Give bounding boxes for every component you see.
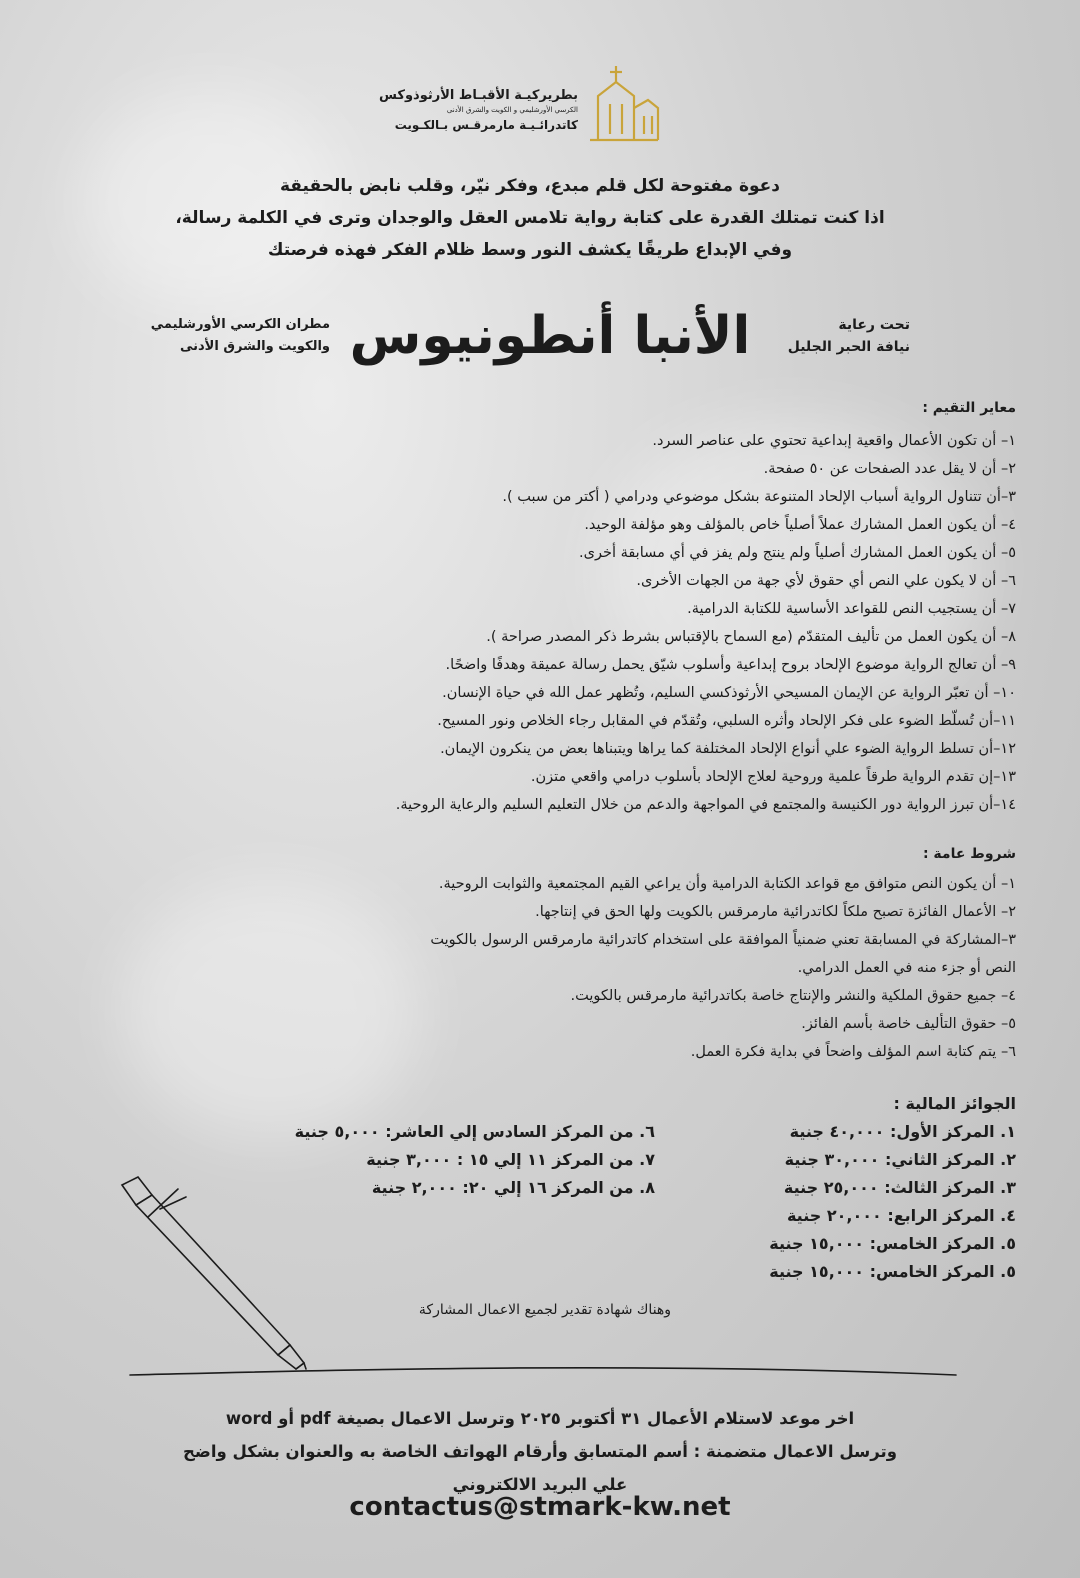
general-term-item: ٢– الأعمال الفائزة تصبح ملكاً لكاتدرائية مارمرقس بالكويت ولها الحق في إنتاجها. [535, 904, 1016, 920]
criteria-item: ٤– أن يكون العمل المشارك عملاً أصلياً خاص بالمؤلف وهو مؤلفة الوحيد. [584, 517, 1016, 533]
criteria-item: ٥– أن يكون العمل المشارك أصلياً ولم ينتج ولم يفز في أي مسابقة أخرى. [579, 545, 1016, 561]
intro-line: دعوة مفتوحة لكل قلم مبدع، وفكر نيّر، وقلب نابض بالحقيقة [279, 176, 781, 196]
prize-item: ٨. من المركز ١٦ إلي ٢٠: ٢,٠٠٠ جنية [371, 1178, 655, 1197]
prize-item: ٥. المركز الخامس: ١٥,٠٠٠ جنية [769, 1262, 1016, 1281]
patron-title-line: والكويت والشرق الأدنى [179, 339, 330, 354]
patronage-line: تحت رعاية [838, 317, 910, 333]
patronage-label [760, 314, 910, 358]
intro-text [150, 170, 910, 266]
org-name-line1: بطريركيـة الأقبـاط الأرثوذوكس [379, 88, 578, 103]
criteria-list [256, 427, 1016, 819]
intro-line: وفي الإبداع طريقًا يكشف النور وسط ظلام الفكر فهذه فرصتك [267, 240, 793, 260]
church-icon [588, 64, 660, 142]
intro-line: اذا كنت تمتلك القدرة على كتابة رواية تلامس العقل والوجدان وترى في الكلمة رسالة، [175, 208, 885, 228]
general-term-item: ٦– يتم كتابة اسم المؤلف واضحاً في بداية فكرة العمل. [690, 1044, 1016, 1060]
criteria-item: ٢– أن لا يقل عدد الصفحات عن ٥٠ صفحة. [763, 461, 1016, 477]
prize-item: ١. المركز الأول: ٤٠,٠٠٠ جنية [789, 1122, 1016, 1141]
submission-line: وترسل الاعمال متضمنة : أسم المتسابق وأرقام الهواتف الخاصة به والعنوان بشكل واضح [182, 1442, 897, 1461]
certificate-note: وهناك شهادة تقدير لجميع الاعمال المشاركة [418, 1302, 672, 1318]
criteria-item: ١– أن تكون الأعمال واقعية إبداعية تحتوي على عناصر السرد. [652, 433, 1016, 449]
prizes-title: الجوائز المالية : [893, 1094, 1016, 1113]
general-term-item: ٤– جميع حقوق الملكية والنشر والإنتاج خاصة بكاتدرائية مارمرقس بالكويت. [570, 988, 1016, 1004]
general-terms-list [256, 870, 1016, 1066]
criteria-item: ٦– أن لا يكون علي النص أي حقوق لأي جهة من الجهات الأخرى. [636, 573, 1016, 589]
prize-item: ٢. المركز الثاني: ٣٠,٠٠٠ جنية [784, 1150, 1016, 1169]
pen-illustration [100, 1175, 960, 1385]
criteria-item: ٣–أن تتناول الرواية أسباب الإلحاد المتنوعة بشكل موضوعي ودرامي ( أكتر من سبب ). [502, 489, 1016, 505]
prize-item: ٤. المركز الرابع: ٢٠,٠٠٠ جنية [786, 1206, 1016, 1225]
criteria-item: ٨– أن يكون العمل من تأليف المتقدّم (مع السماح بالإقتباس بشرط ذكر المصدر صراحة ). [486, 629, 1016, 645]
org-name-line3: كاتدرائـيـة مارمرقـس بـالكـويت [394, 118, 578, 132]
criteria-item: ٩– أن تعالج الرواية موضوع الإلحاد بروح إبداعية وأسلوب شيّق يحمل رسالة عميقة وهدفًا واضحًا. [445, 657, 1016, 673]
patron-title-line: مطران الكرسي الأورشليمي [150, 317, 330, 332]
email-label: علي البريد الالكتروني [452, 1475, 628, 1494]
criteria-item: ١٠– أن تعبّر الرواية عن الإيمان المسيحي الأرثوذكسي السليم، وتُظهر عمل الله في حياة الإنسان. [442, 685, 1016, 701]
deadline-line: اخر موعد لاستلام الأعمال ٣١ أكتوبر ٢٠٢٥ وترسل الاعمال بصيغة pdf أو word [225, 1409, 855, 1428]
prize-item: ٧. من المركز ١١ إلي ١٥ : ٣,٠٠٠ جنية [366, 1150, 655, 1169]
patronage-line: نيافة الحبر الجليل [787, 339, 910, 355]
general-term-item: ٥– حقوق التأليف خاصة بأسم الفائز. [801, 1016, 1016, 1032]
general-terms-title: شروط عامة : [922, 846, 1016, 862]
prize-item: ٣. المركز الثالث: ٢٥,٠٠٠ جنية [783, 1178, 1016, 1197]
general-term-item: ٣–المشاركة في المسابقة تعني ضمنياً الموافقة على استخدام كاتدرائية مارمرقس الرسول بالكويت [430, 932, 1016, 948]
contact-email-link[interactable]: contactus@stmark-kw.net [349, 1492, 731, 1522]
submission-info [110, 1402, 970, 1501]
prize-item: ٦. من المركز السادس إلي العاشر: ٥,٠٠٠ جنية [294, 1122, 655, 1141]
prize-item: ٥. المركز الخامس: ١٥,٠٠٠ جنية [769, 1234, 1016, 1253]
general-term-item: ١– أن يكون النص متوافق مع قواعد الكتابة الدرامية وأن يراعي القيم المجتمعية والثوابت الروحية. [438, 876, 1016, 892]
criteria-item: ٧– أن يستجيب النص للقواعد الأساسية للكتابة الدرامية. [687, 601, 1016, 617]
patron-name: الأنبا أنطونيوس [349, 306, 751, 366]
patron-title [130, 314, 330, 358]
org-name-line2: الكرسي الأورشليمي و الكويت والشرق الأدنى [446, 106, 578, 114]
cathedral-logo [379, 60, 660, 150]
criteria-item: ١١–أن تُسلّط الضوء على فكر الإلحاد وأثره السلبي، وتُقدّم في المقابل رجاء الخلاص ونور المسيح. [437, 713, 1016, 729]
criteria-item: ١٢–أن تسلط الرواية الضوء علي أنواع الإلحاد المختلفة كما يراها ويتبناها بعض من ينكرون الإيمان. [440, 741, 1016, 757]
general-term-item: النص أو جزء منه في العمل الدرامي. [797, 960, 1016, 976]
criteria-item: ١٣–إن تقدم الرواية طرقاً علمية وروحية لعلاج الإلحاد بأسلوب درامي واقعي متزن. [530, 769, 1016, 785]
criteria-title: معاير التقيم : [922, 400, 1016, 416]
criteria-item: ١٤–أن تبرز الرواية دور الكنيسة والمجتمع في المواجهة والدعم من خلال التعليم السليم والرعاية الروحية. [395, 797, 1016, 813]
